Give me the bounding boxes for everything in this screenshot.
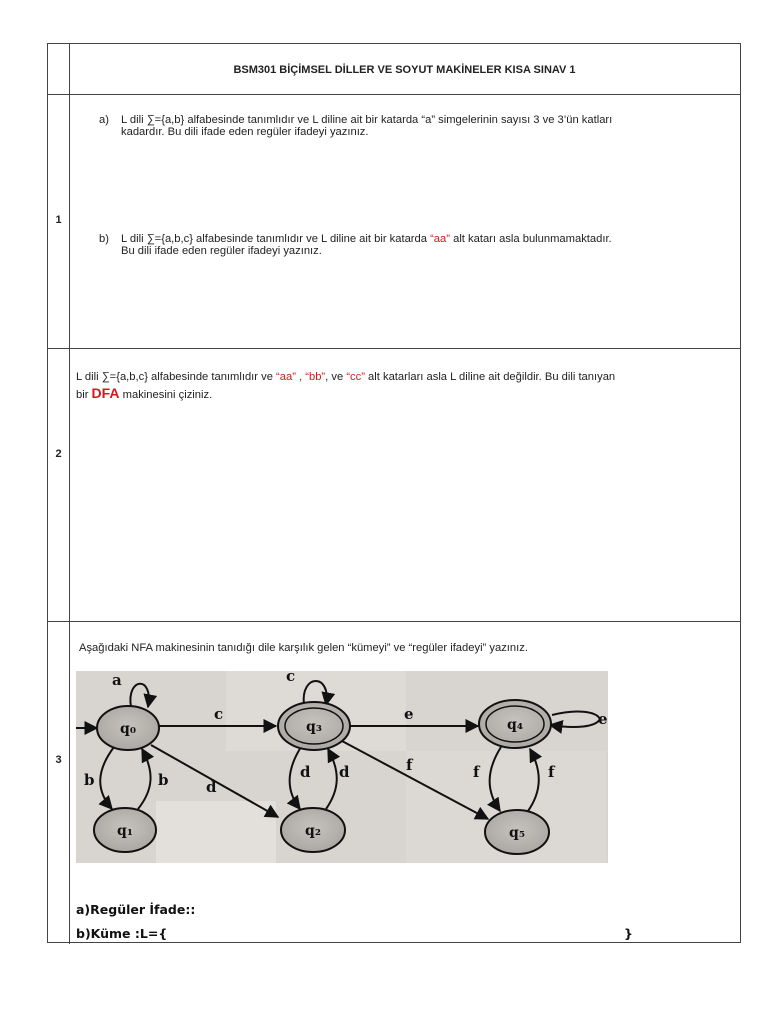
number-column [48,95,70,348]
question-1a-line-1: L dili ∑={a,b} alfabesinde tanımlıdır ve L diline ait bir katarda “a” simgelerinin sayısı 3 ve 3’ün katları [121,114,613,126]
state-label: q₂ [305,823,321,839]
state-q0 [97,706,159,750]
question-1a [99,114,730,140]
state-label: q₁ [117,823,133,839]
state-label: q₀ [120,721,136,737]
number-column [48,349,70,621]
transition-label: d [339,763,350,781]
highlighted-substring: “aa” [430,233,450,245]
highlighted-substring: “cc” [346,371,365,383]
transition-label: a [112,671,122,689]
photo-patch [156,801,276,863]
transition-label: c [214,705,224,723]
transition-label: e [598,710,608,728]
header-cell [69,44,740,94]
question-2-cell [69,349,740,621]
transition-label: c [286,671,296,685]
state-q3 [278,702,350,750]
text-segment: makinesini çiziniz. [119,389,213,401]
question-1b-label: b) [99,233,109,245]
answer-regular-expression-label: a)Regüler İfade:: [76,902,196,917]
transition-label: f [548,763,555,781]
question-1b-line-2: Bu dili ifade eden regüler ifadeyi yazınız. [121,245,322,257]
question-3-row [48,622,740,944]
question-1b-text [121,233,730,257]
question-number: 2 [55,448,62,460]
transition-label: e [404,705,414,723]
question-1b [99,233,730,259]
question-2-text [76,369,734,403]
question-2-line-2 [76,385,734,403]
question-2-row [48,349,740,622]
question-3-instruction: Aşağıdaki NFA makinesinin tanıdığı dile karşılık gelen “kümeyi” ve “regüler ifadeyi” yazınız. [79,642,528,654]
state-q1 [94,808,156,852]
answer-set-closing-brace: } [624,926,633,941]
dfa-keyword: DFA [91,385,120,401]
question-number: 3 [55,754,62,766]
number-column [48,622,70,944]
question-1a-label: a) [99,114,109,126]
question-3-cell [69,622,740,944]
exam-sheet [47,43,741,943]
highlighted-substring: “aa” , “bb” [276,371,326,383]
text-segment: bir [76,389,92,401]
text-segment: L dili ∑={a,b,c} alfabesinde tanımlıdır ve L diline ait bir katarda [121,233,431,245]
header-row [48,44,740,95]
transition-label: b [158,771,169,789]
state-label: q₄ [507,717,523,733]
transition-label: f [406,756,413,774]
question-1-row [48,95,740,349]
state-q4 [479,700,551,748]
number-column [48,44,70,94]
answer-set-label: b)Küme :L={ [76,926,168,941]
nfa-diagram-photo [76,671,608,863]
question-1b-line-1 [121,233,730,245]
transition-label: d [300,763,311,781]
question-1a-line-2: kadardır. Bu dili ifade eden regüler ifadeyi yazınız. [121,126,369,138]
question-1-cell [69,95,740,348]
text-segment: alt katarları asla L diline ait değildir. Bu dili tanıyan [364,371,616,383]
nfa-diagram [76,671,608,863]
transition-label: f [473,763,480,781]
state-q5 [485,810,549,854]
transition-label: b [84,771,95,789]
state-q2 [281,808,345,852]
text-segment: , ve [325,371,347,383]
text-segment: L dili ∑={a,b,c} alfabesinde tanımlıdır ve [76,371,277,383]
state-label: q₃ [306,719,322,735]
text-segment: alt katarı asla bulunmamaktadır. [449,233,612,245]
state-label: q₅ [509,825,525,841]
question-1a-text [121,114,730,138]
exam-title: BSM301 BİÇİMSEL DİLLER VE SOYUT MAKİNELER KISA SINAV 1 [233,64,576,76]
question-number: 1 [55,214,62,226]
transition-label: d [206,778,217,796]
question-2-line-1 [76,369,734,385]
